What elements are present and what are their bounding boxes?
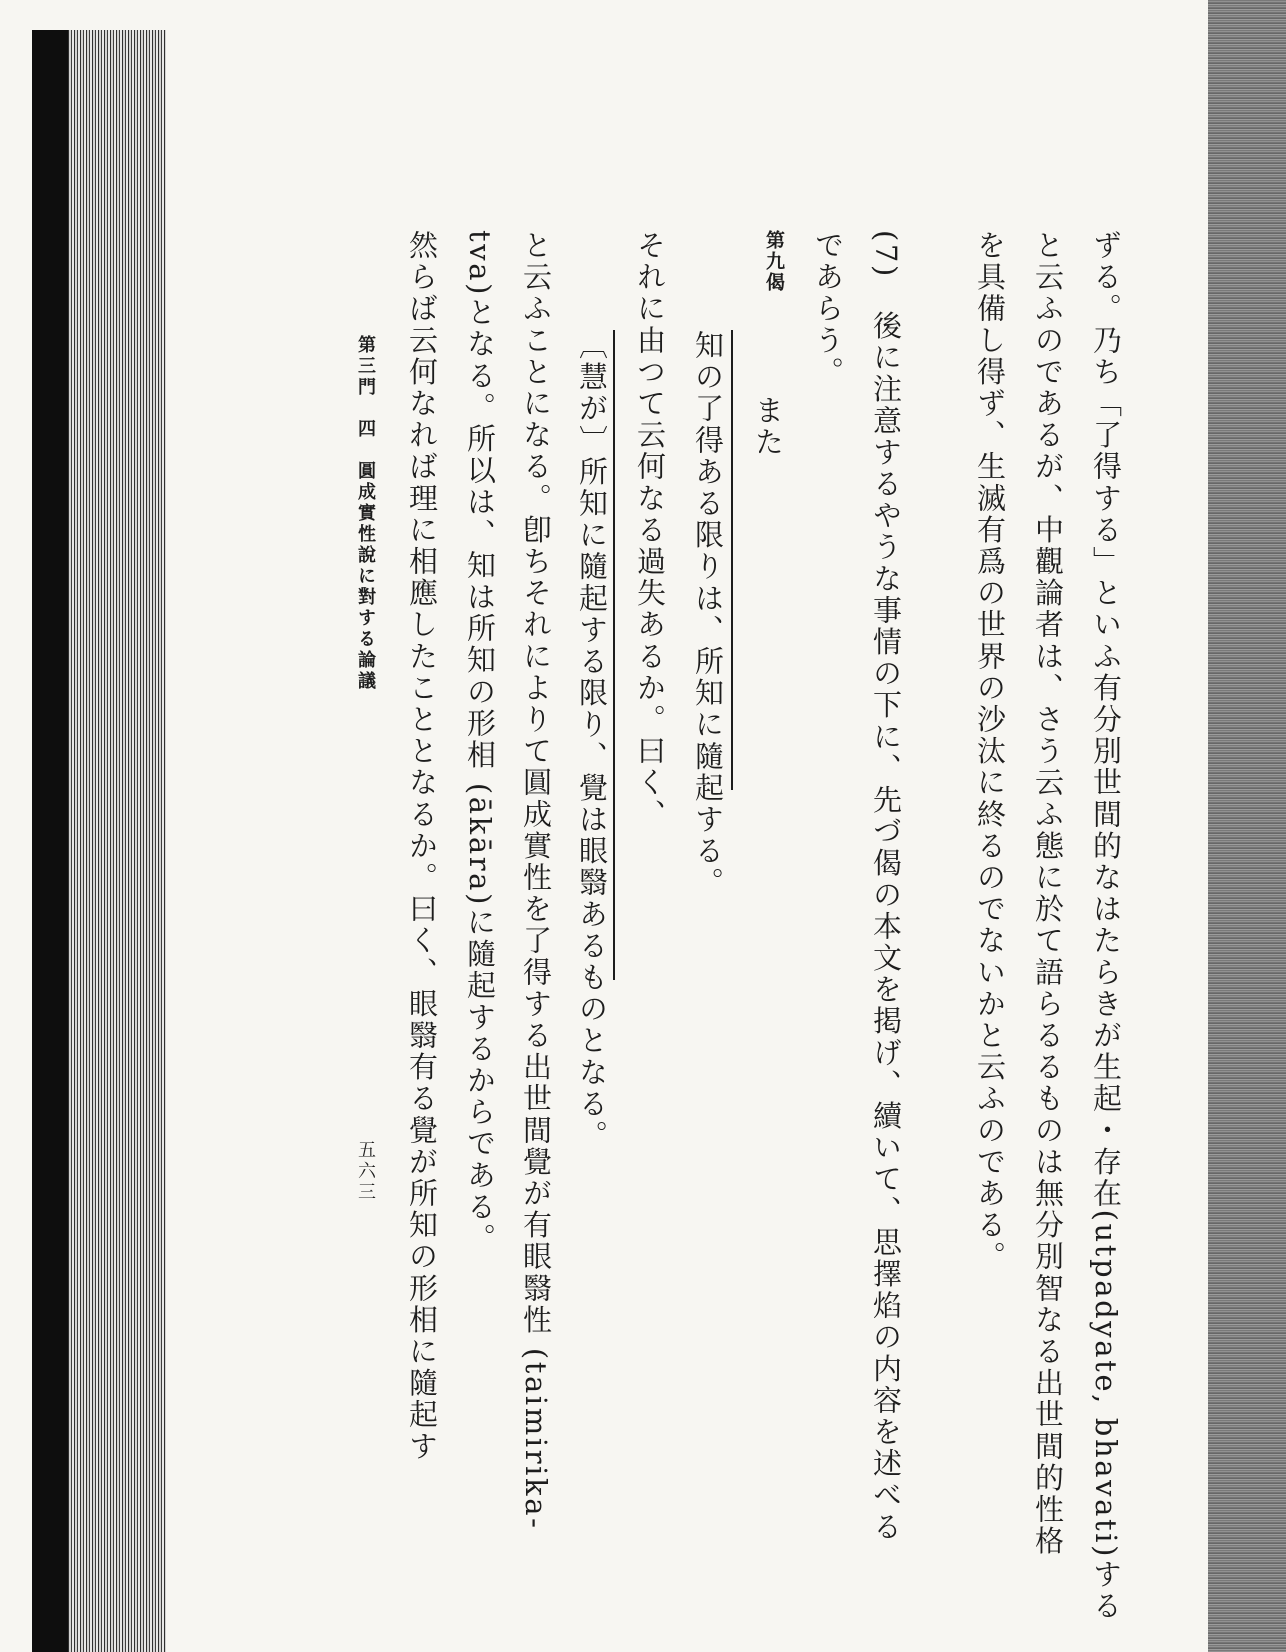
text-column-10: と云ふことになる。卽ちそれによりて圓成實性を了得する出世間覺が有眼翳性 (taimirika- <box>519 230 553 1531</box>
text-column-8: それに由つて云何なる過失あるか。曰く、 <box>633 230 667 831</box>
text-column-6: また <box>751 395 785 459</box>
text-column-7: 知の了得ある限りは、所知に隨起する。 <box>691 330 725 899</box>
text-column-4: (7) 後に注意するやうな事情の下に、先づ偈の本文を掲げ、續いて、思擇焰の内容を述べる <box>869 230 903 1543</box>
book-edge-left-shadow <box>32 30 68 1652</box>
page-number: 五六三 <box>355 1140 376 1203</box>
book-edge-right <box>1208 0 1286 1652</box>
text-column-9: 〔慧が〕所知に隨起する限り、覺は眼翳あるものとなる。 <box>575 330 609 1152</box>
text-column-5: であらう。 <box>811 230 845 388</box>
verse-rule-2 <box>613 330 615 980</box>
text-column-1: ずる。乃ち「了得する」といふ有分別世間的なはたらきが生起・存在(utpadyate, bhavati)する <box>1089 230 1123 1623</box>
text-column-12: 然らば云何なれば理に相應したこととなるか。曰く、眼翳有る覺が所知の形相に隨起す <box>405 230 439 1463</box>
page-footer: 第三門 四 圓成實性說に對する論議 <box>355 335 376 692</box>
text-column-3: を具備し得ず、生滅有爲の世界の沙汰に終るのでないかと云ふのである。 <box>973 230 1007 1273</box>
text-column-11: tva)となる。所以は、知は所知の形相 (ākāra)に隨起するからである。 <box>463 230 497 1255</box>
verse-label: 第九偈 <box>763 230 785 293</box>
text-column-2: と云ふのであるが、中觀論者は、さう云ふ態に於て語らるるものは無分別智なる出世間的性格 <box>1031 230 1065 1558</box>
verse-rule-1 <box>731 330 733 790</box>
